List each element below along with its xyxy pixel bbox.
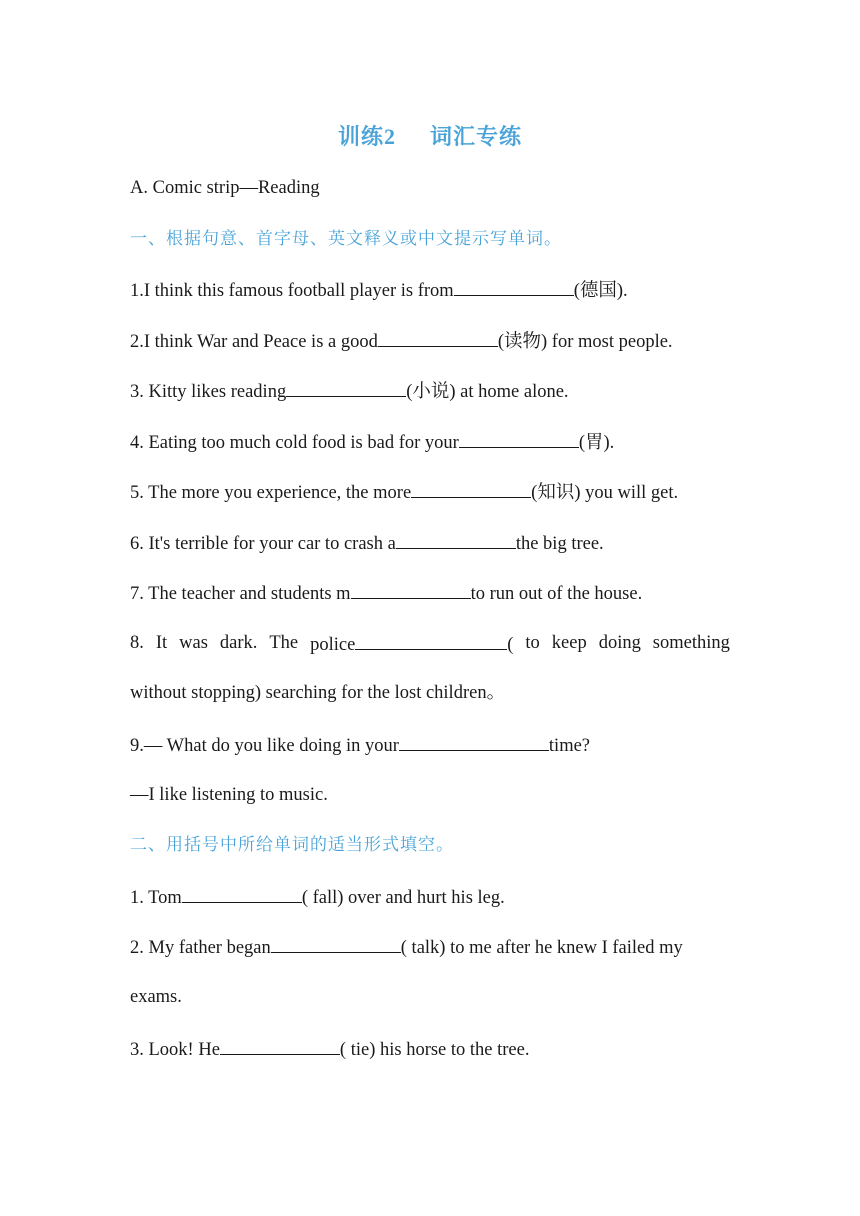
section-2-question-2-line-2: exams. xyxy=(130,987,182,1007)
question-word: doing xyxy=(598,633,641,653)
answer-blank[interactable] xyxy=(220,1034,340,1055)
question-text: (知识) you will get. xyxy=(531,483,679,503)
question-text: (胃). xyxy=(578,433,615,453)
question-3 xyxy=(130,376,730,406)
question-text: 9.— What do you like doing in your xyxy=(130,736,399,756)
question-word: something xyxy=(652,633,730,653)
question-word: was xyxy=(179,633,208,653)
question-8-line-2: without stopping) searching for the lost children。 xyxy=(130,683,506,703)
answer-blank[interactable] xyxy=(351,578,471,599)
page-title xyxy=(130,120,730,151)
question-text: 2. My father began xyxy=(130,938,271,958)
question-word: ( xyxy=(507,635,514,655)
question-text: to run out of the house. xyxy=(470,584,643,604)
question-text: (小说) at home alone. xyxy=(406,382,569,402)
section-2-question-2 xyxy=(130,932,730,962)
question-6 xyxy=(130,528,730,558)
section-a-heading: A. Comic strip—Reading xyxy=(130,178,320,198)
section-1-heading: 一、根据句意、首字母、英文释义或中文提示写单词。 xyxy=(130,229,562,249)
question-4 xyxy=(130,427,730,457)
answer-blank[interactable] xyxy=(271,932,401,953)
question-text: the big tree. xyxy=(515,534,604,554)
answer-blank[interactable] xyxy=(411,477,531,498)
question-text: 1. Tom xyxy=(130,888,182,908)
question-text: 3. Kitty likes reading xyxy=(130,382,287,402)
question-text: ( fall) over and hurt his leg. xyxy=(301,888,505,908)
section-2-heading: 二、用括号中所给单词的适当形式填空。 xyxy=(130,835,454,855)
question-text: 3. Look! He xyxy=(130,1040,220,1060)
question-text: 6. It's terrible for your car to crash a xyxy=(130,534,396,554)
question-text: 7. The teacher and students m xyxy=(130,584,351,604)
answer-blank[interactable] xyxy=(459,427,579,448)
question-text: ( talk) to me after he knew I failed my xyxy=(400,938,683,958)
question-text: 2.I think War and Peace is a good xyxy=(130,332,378,352)
question-word: It xyxy=(155,633,168,653)
question-1 xyxy=(130,275,730,305)
question-word: to xyxy=(525,633,540,653)
question-text: 1.I think this famous football player is from xyxy=(130,281,454,301)
question-word: dark. xyxy=(219,633,258,653)
answer-blank[interactable] xyxy=(286,376,406,397)
question-2 xyxy=(130,326,730,356)
question-word-group xyxy=(310,629,513,659)
question-word: 8. xyxy=(130,633,144,653)
section-2-question-1 xyxy=(130,882,730,912)
question-word: The xyxy=(269,633,299,653)
question-8-line-1 xyxy=(130,629,730,659)
title-part-1: 训练2 xyxy=(337,124,396,149)
answer-blank[interactable] xyxy=(454,275,574,296)
answer-blank[interactable] xyxy=(399,730,549,751)
answer-blank[interactable] xyxy=(182,882,302,903)
title-part-2: 词汇专练 xyxy=(430,124,523,149)
question-word: police xyxy=(310,635,356,655)
question-text: 5. The more you experience, the more xyxy=(130,483,412,503)
question-text: ( tie) his horse to the tree. xyxy=(339,1040,530,1060)
question-7 xyxy=(130,578,730,608)
answer-blank[interactable] xyxy=(396,528,516,549)
question-5 xyxy=(130,477,730,507)
question-9-answer: —I like listening to music. xyxy=(130,785,328,805)
question-text: time? xyxy=(548,736,591,756)
question-text: 4. Eating too much cold food is bad for your xyxy=(130,433,459,453)
section-2-question-3 xyxy=(130,1034,730,1064)
question-9 xyxy=(130,730,730,760)
question-word: keep xyxy=(551,633,587,653)
question-text: (德国). xyxy=(573,281,628,301)
question-text: (读物) for most people. xyxy=(497,332,673,352)
answer-blank[interactable] xyxy=(378,326,498,347)
answer-blank[interactable] xyxy=(355,629,507,650)
